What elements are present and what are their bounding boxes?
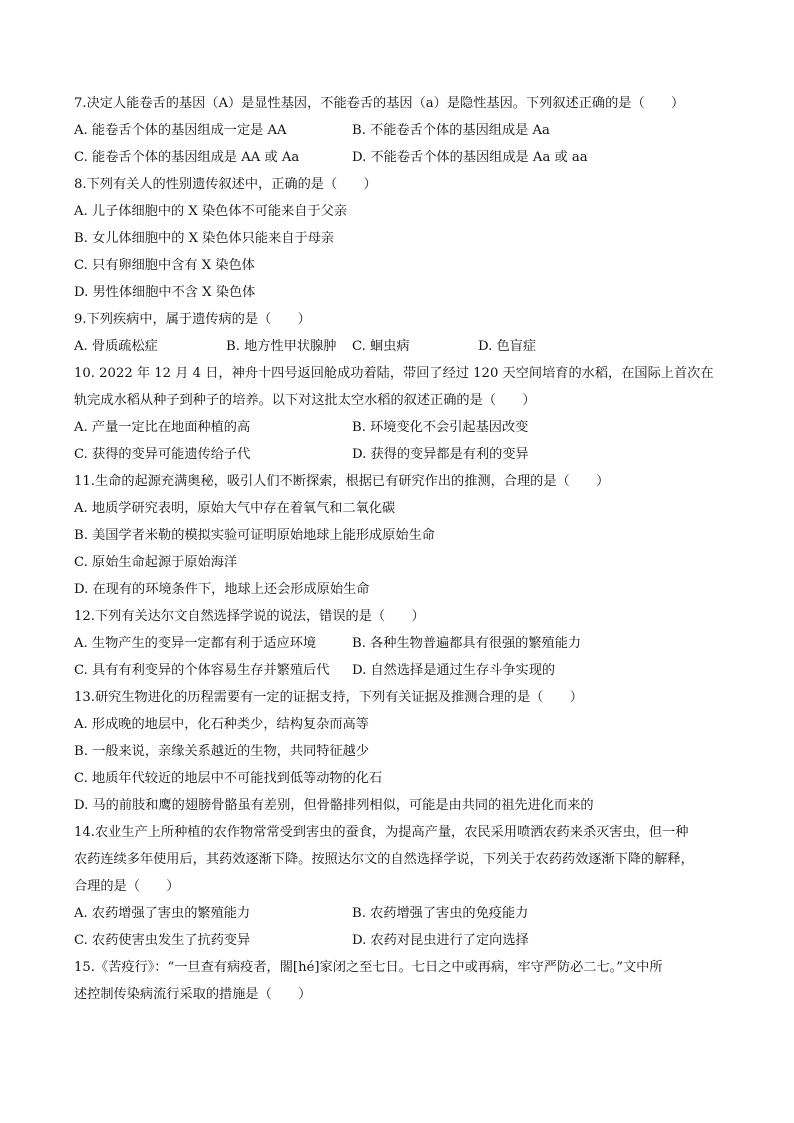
option-item: C. 地质年代较近的地层中不可能找到低等动物的化石 (74, 771, 383, 786)
option-item: D. 马的前肢和鹰的翅膀骨骼虽有差别，但骨骼排列相似，可能是由共同的祖先进化而来的 (74, 798, 594, 813)
option-row (74, 900, 734, 927)
option-item: C. 农药使害虫发生了抗药变异 (74, 933, 251, 948)
option-row (74, 414, 734, 441)
option-item: B. 地方性甲状腺肿 (226, 339, 337, 354)
question-stem: 述控制传染病流行采取的措施是（ ） (74, 987, 312, 1002)
option-item: C. 只有卵细胞中含有 X 染色体 (74, 258, 255, 273)
question-stem: 7.决定人能卷舌的基因（A）是显性基因，不能卷舌的基因（a）是隐性基因。下列叙述正确的是（ ） (74, 96, 685, 111)
question-stem: 12.下列有关达尔文自然选择学说的说法，错误的是（ ） (74, 609, 425, 624)
option-item: C. 获得的变异可能遗传给子代 (74, 447, 251, 462)
option-item: A. 产量一定比在地面种植的高 (74, 420, 251, 435)
option-row (74, 333, 734, 360)
option-item: B. 环境变化不会引起基因改变 (352, 420, 529, 435)
option-item: C. 蛔虫病 (352, 339, 410, 354)
option-item: B. 不能卷舌个体的基因组成是 Aa (352, 123, 550, 138)
question-stem: 14.农业生产上所种植的农作物常常受到害虫的蚕食，为提高产量，农民采用喷洒农药来杀灭害虫，但一种 (74, 825, 689, 840)
option-item: D. 自然选择是通过生存斗争实现的 (352, 663, 556, 678)
question-9 (74, 306, 734, 360)
option-item: D. 获得的变异都是有利的变异 (352, 447, 529, 462)
question-12 (74, 603, 734, 684)
option-item: A. 地质学研究表明，原始大气中存在着氧气和二氧化碳 (74, 501, 396, 516)
option-item: C. 能卷舌个体的基因组成是 AA 或 Aa (74, 150, 300, 165)
option-item: D. 色盲症 (478, 339, 537, 354)
option-item: C. 具有有利变异的个体容易生存并繁殖后代 (74, 663, 330, 678)
question-stem: 轨完成水稻从种子到种子的培养。以下对这批太空水稻的叙述正确的是（ ） (74, 393, 536, 408)
option-item: A. 儿子体细胞中的 X 染色体不可能来自于父亲 (74, 204, 348, 219)
option-item: A. 农药增强了害虫的繁殖能力 (74, 906, 251, 921)
option-row (74, 630, 734, 657)
question-stem: 13.研究生物进化的历程需要有一定的证据支持，下列有关证据及推测合理的是（ ） (74, 690, 583, 705)
question-14 (74, 819, 734, 954)
option-row (74, 441, 734, 468)
option-item: A. 骨质疏松症 (74, 339, 158, 354)
question-stem: 11.生命的起源充满奥秘，吸引人们不断探索，根据已有研究作出的推测，合理的是（ ） (74, 474, 610, 489)
question-13 (74, 684, 734, 819)
question-7 (74, 90, 734, 171)
option-item: B. 美国学者米勒的模拟实验可证明原始地球上能形成原始生命 (74, 528, 435, 543)
question-stem: 15.《苦疫行》：“一旦查有病疫者，閤[hé]家闭之至七日。七日之中或再病，牢守严防必二七。”文中所 (74, 960, 663, 975)
question-15 (74, 954, 734, 1008)
option-row (74, 117, 734, 144)
option-item: B. 农药增强了害虫的免疫能力 (352, 906, 529, 921)
question-8 (74, 171, 734, 306)
option-item: D. 在现有的环境条件下，地球上还会形成原始生命 (74, 582, 370, 597)
question-stem: 合理的是（ ） (74, 879, 180, 894)
option-item: D. 不能卷舌个体的基因组成是 Aa 或 aa (352, 150, 588, 165)
option-item: D. 男性体细胞中不含 X 染色体 (74, 285, 256, 300)
option-item: B. 女儿体细胞中的 X 染色体只能来自于母亲 (74, 231, 335, 246)
question-11 (74, 468, 734, 603)
option-item: D. 农药对昆虫进行了定向选择 (352, 933, 529, 948)
question-stem: 农药连续多年使用后，其药效逐渐下降。按照达尔文的自然选择学说，下列关于农药药效逐渐下降的解释， (74, 852, 694, 867)
question-stem: 9.下列疾病中，属于遗传病的是（ ） (74, 312, 311, 327)
option-item: C. 原始生命起源于原始海洋 (74, 555, 238, 570)
option-row (74, 657, 734, 684)
question-10 (74, 360, 734, 468)
question-list (74, 90, 734, 1008)
question-stem: 8.下列有关人的性别遗传叙述中，正确的是（ ） (74, 177, 377, 192)
option-item: B. 一般来说，亲缘关系越近的生物，共同特征越少 (74, 744, 370, 759)
question-stem: 10. 2022 年 12 月 4 日，神舟十四号返回舱成功着陆，带回了经过 120 天空间培育的水稻，在国际上首次在 (74, 366, 714, 381)
option-item: A. 能卷舌个体的基因组成一定是 AA (74, 123, 287, 138)
option-item: A. 生物产生的变异一定都有利于适应环境 (74, 636, 317, 651)
option-item: A. 形成晚的地层中，化石种类少，结构复杂而高等 (74, 717, 369, 732)
option-item: B. 各种生物普遍都具有很强的繁殖能力 (352, 636, 582, 651)
option-row (74, 927, 734, 954)
option-row (74, 144, 734, 171)
